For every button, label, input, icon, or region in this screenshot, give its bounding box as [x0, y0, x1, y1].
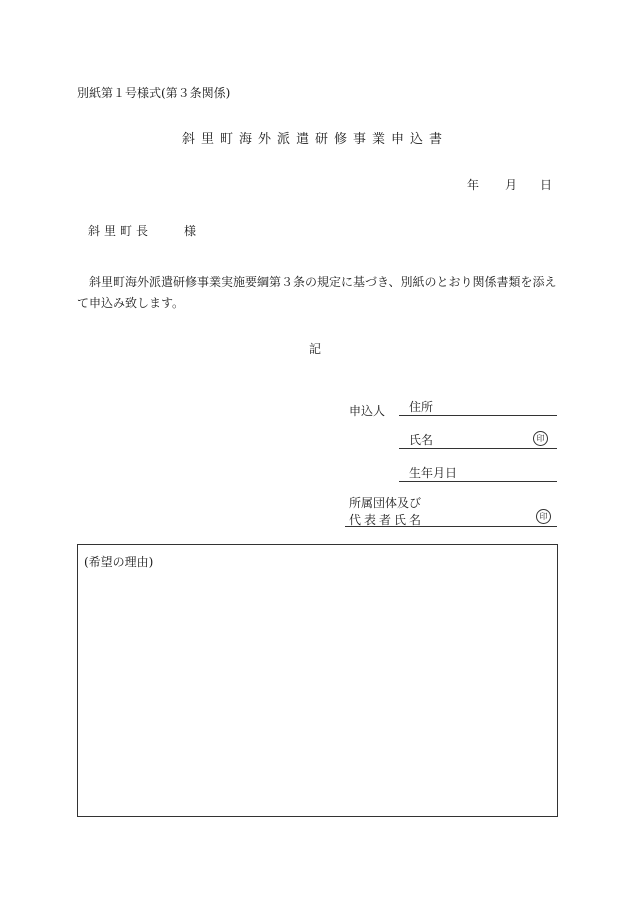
form-number: 別紙第１号様式(第３条関係) [77, 86, 231, 100]
birthdate-field[interactable] [399, 464, 557, 482]
name-field[interactable] [399, 431, 557, 449]
date-month-label: 月 [505, 178, 518, 192]
address-label: 住所 [409, 400, 434, 414]
org-label-line1: 所属団体及び [349, 496, 422, 510]
document-title: 斜里町海外派遣研修事業申込書 [181, 132, 448, 147]
date-day-label: 日 [540, 178, 553, 192]
addressee-honorific: 様 [184, 224, 197, 238]
address-field[interactable] [399, 398, 557, 416]
ki-heading: 記 [308, 342, 321, 356]
reason-box[interactable] [77, 544, 558, 817]
addressee-name: 斜里町長 [88, 224, 153, 238]
seal-icon: 印 [533, 431, 548, 446]
application-statement: 斜里町海外派遣研修事業実施要綱第３条の規定に基づき、別紙のとおり関係書類を添えて申込み致します。 [77, 275, 557, 310]
applicant-label: 申込人 [349, 404, 386, 418]
birthdate-label: 生年月日 [409, 466, 458, 480]
date-year-label: 年 [467, 178, 480, 192]
org-label-line2: 代表者氏名 [349, 513, 425, 527]
reason-label: (希望の理由) [84, 555, 154, 569]
name-label: 氏名 [409, 433, 434, 447]
seal-icon: 印 [536, 509, 551, 524]
